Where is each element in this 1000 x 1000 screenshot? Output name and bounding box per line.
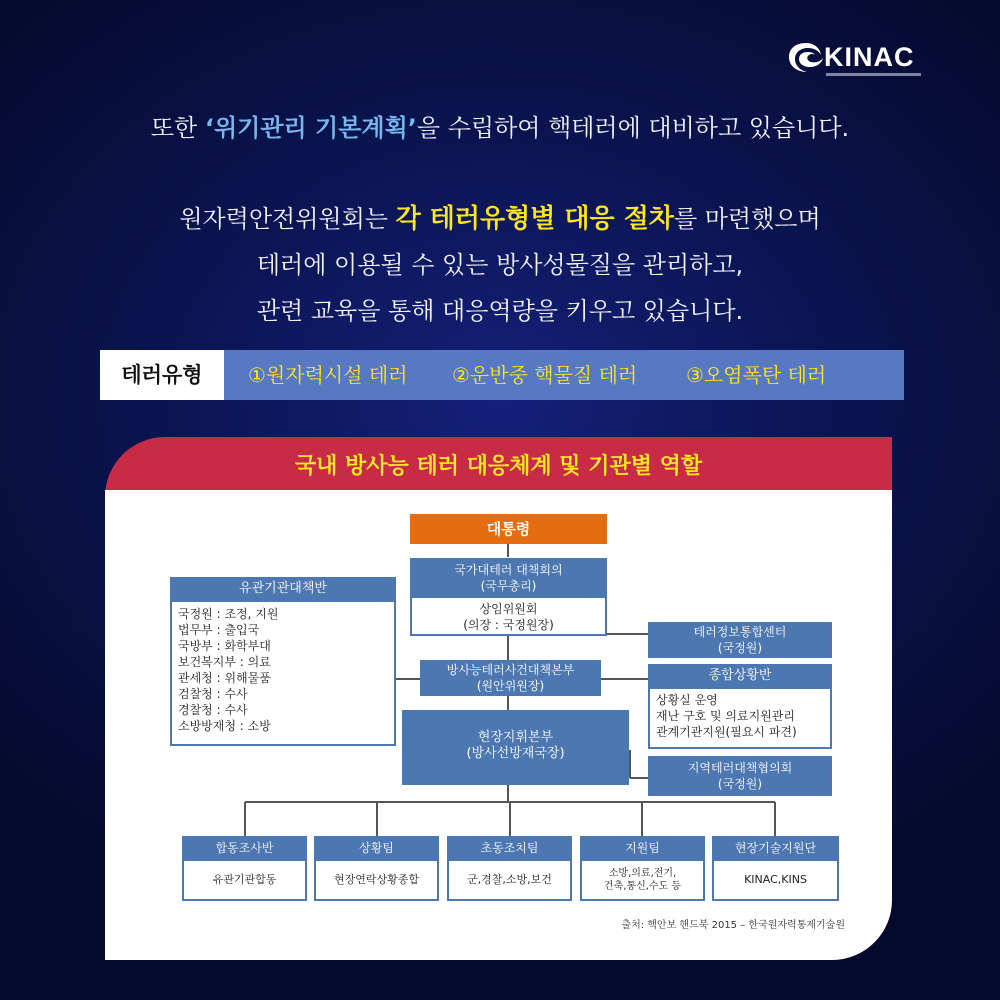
intro-line-post: 을 수립하여 핵테러에 대비하고 있습니다. [416, 114, 850, 142]
paragraph-line-1-post: 를 마련했으며 [673, 205, 821, 233]
card-title: 국내 방사능 테러 대응체계 및 기관별 역할 [294, 454, 703, 479]
terror-type-item: ②운반중 핵물질 테러 [452, 363, 638, 387]
situation-item: 관계기관지원(필요시 파견) [656, 725, 797, 739]
response-org-diagram [105, 490, 892, 960]
paragraph-line-1-pre: 원자력안전위원회는 [179, 205, 396, 233]
paragraph-line-3: 관련 교육을 통해 대응역량을 키우고 있습니다. [256, 297, 744, 325]
council-title: 국가대테러 대책회의 [454, 563, 563, 577]
related-agency-item: 검찰청 : 수사 [178, 687, 248, 701]
team-box: 상황팀 [314, 836, 439, 860]
field-command-hq-box [402, 710, 629, 785]
related-agencies-header: 유관기관대책반 [170, 577, 396, 601]
paragraph-line-1 [0, 196, 1000, 242]
kinac-swirl-icon [786, 40, 826, 76]
situation-team-list [648, 687, 832, 749]
field-title: 현장지휘본부 [477, 730, 554, 745]
related-agency-item: 법무부 : 출입국 [178, 623, 260, 637]
team-desc: 유관기관합동 [182, 859, 307, 901]
regional-title: 지역테러대책협의회 [687, 761, 793, 775]
logo-tagline-bar [826, 73, 921, 76]
team-box: 현장기술지원단 [712, 836, 839, 860]
paragraph-highlight: 각 테러유형별 대응 절차 [395, 204, 674, 234]
terror-type-item: ③오염폭탄 테러 [686, 363, 827, 387]
team-box: 지원팀 [580, 836, 705, 860]
standing-committee-box [410, 596, 607, 636]
terror-type-item: ①원자력시설 테러 [248, 363, 408, 387]
team-desc: 군,경찰,소방,보건 [447, 859, 572, 901]
team-desc: 현장연락상황종합 [314, 859, 439, 901]
team-desc-line: 건축,통신,수도 등 [603, 881, 682, 892]
intro-line-highlight: ‘위기관리 기본계획’ [204, 114, 417, 142]
terror-intel-center-box [648, 622, 832, 658]
kinac-logo [786, 40, 926, 80]
related-agency-item: 관세청 : 위해물품 [178, 671, 271, 685]
intro-paragraph [0, 196, 1000, 334]
team-desc: KINAC,KINS [712, 859, 839, 901]
related-agency-item: 국방부 : 화학부대 [178, 639, 271, 653]
radiation-terror-hq-box [420, 660, 601, 696]
related-agency-item: 국정원 : 조정, 지원 [178, 607, 279, 621]
logo-text: KINAC [824, 42, 915, 72]
paragraph-line-2: 테러에 이용될 수 있는 방사성물질을 관리하고, [256, 251, 744, 279]
source-caption: 출처: 핵안보 핸드북 2015 – 한국원자력통제기술원 [621, 920, 845, 931]
field-chair: (방사선방재국장) [466, 746, 565, 761]
related-agencies-list [170, 600, 396, 746]
terror-type-bar [100, 350, 904, 400]
hq-chair: (원안위원장) [476, 679, 545, 693]
national-council-box [410, 558, 607, 598]
team-box: 합동조사반 [182, 836, 307, 860]
president-box: 대통령 [410, 514, 607, 544]
terror-type-label: 테러유형 [100, 350, 224, 400]
committee-chair: (의장 : 국정원장) [463, 618, 554, 632]
intro-line [0, 108, 1000, 148]
regional-agency: (국정원) [717, 777, 763, 791]
situation-item: 상황실 운영 [656, 693, 718, 707]
situation-item: 재난 구호 및 의료지원관리 [656, 709, 795, 723]
intel-agency: (국정원) [717, 641, 763, 655]
council-chair: (국무총리) [480, 579, 537, 593]
related-agency-item: 경찰청 : 수사 [178, 703, 248, 717]
situation-team-header: 종합상황반 [648, 664, 832, 688]
intel-title: 테러정보통합센터 [693, 625, 787, 639]
related-agency-item: 보건복지부 : 의료 [178, 655, 271, 669]
related-agency-item: 소방방재청 : 소방 [178, 719, 271, 733]
team-desc-line: 소방,의료,전기, [608, 868, 677, 879]
team-box: 초동조치팀 [447, 836, 572, 860]
team-desc [580, 859, 705, 901]
committee-title: 상임위원회 [479, 602, 538, 616]
intro-line-pre: 또한 [150, 114, 205, 142]
hq-title: 방사능테러사건대책본부 [446, 663, 575, 677]
regional-council-box [648, 756, 832, 796]
